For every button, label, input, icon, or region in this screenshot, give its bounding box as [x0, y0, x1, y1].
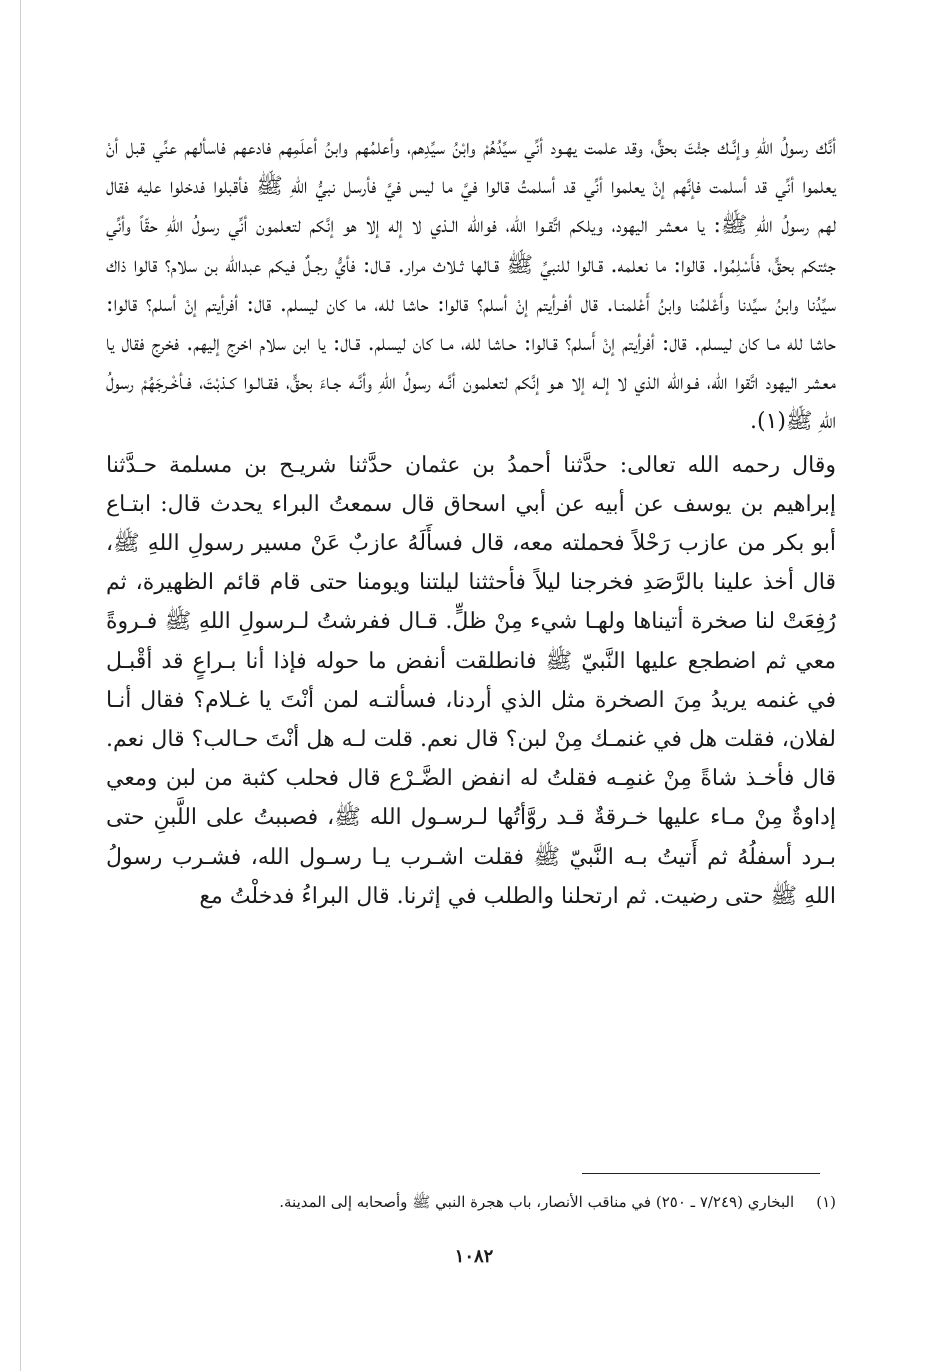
page-number: ١٠٨٢	[454, 1246, 494, 1267]
footnote-number: (١)	[816, 1193, 836, 1211]
footnote-divider	[582, 1173, 820, 1174]
footnote-text: البخاري (٧/٢٤٩ ـ ٢٥٠) في مناقب الأنصار، باب هجرة النبي ﷺ وأصحابه إلى المدينة.	[279, 1193, 795, 1211]
footnote	[106, 1190, 836, 1214]
paragraph-hadith-ibn-salam: أنَّك رسولُ اللهِ وإنَّـك جئْتَ بحقٍّ، وقد علمت يهـود أنِّي سيِّدُهُمْ وابْنُ سيِّدِهم، وأعلمُهم وابنُ أعلَمِهم فادعهم فاسألهم عنِّي قبل أنْ يعلموا أنِّي قد أسلمت فإنَّهم إنْ يعلموا أنِّي قد أسلمتُ قالوا فيَّ ما ليس فيَّ فأرسل نبيُّ اللهِ ﷺ فأقبلوا فدخلوا عليه فقال لهم رسولُ اللهِ ﷺ: يا معشر اليهود، ويلكم اتَّقـوا الله، فوالله الـذي لا إله إلا هو إنَّكم لتعلمون أنِّي رسولُ اللهِ حقّاً وأنِّي جئتكم بحقٍّ، فأَسْلِمُوا. قالوا: ما نعلمه. قـالوا للنبيِّ ﷺ قـالها ثـلاث مرار. قـال: فأيُّ رجـلٌ فيكم عبدالله بن سلام؟ قالوا ذاك سيِّدُنا وابنُ سيِّدنا وأَعْلمُنا وابنُ أَعْلمنـا. قال أفـرأيتم إنْ أسلم؟ قالوا: حاشا لله، ما كان ليسلم. قال: أفرأيتم إنْ أسلم؟ قالوا: حاشا لله مـا كان ليسلم. قال: أفرأيتم إنْ أَسلم؟ قـالوا: حـاشا لله، مـا كان ليسلم. قـال: يا ابن سلام اخرج إليهم. فخرج فقال يا معشر اليهود اتَّقوا الله، فـوالله الذي لا إلـه إلا هـو إنَّكم لتعلمون أنَّـه رسولُ اللهِ وأنَّـه جـاءَ بحقٍّ، فقـالـوا كـذبْتَ، فـأخْـرجَهُمْ رسولُ اللهِ ﷺ(١).	[106, 135, 836, 435]
main-text	[106, 128, 836, 916]
paragraph-hijrah-narration: وقال رحمه الله تعالى: حدَّثنا أحمدُ بن عثمان حدَّثنا شريـح بن مسلمة حـدَّثنا إبراهيم بن يوسف عن أبيه عن أبي اسحاق قال سمعتُ البراء يحدث قال: ابتـاع أبو بكر من عازب رَحْلاً فحملته معه، قال فسأَلَهُ عازبٌ عَنْ مسير رسولِ اللهِ ﷺ، قال أخذ علينا بالرَّصَدِ فخرجنا ليلاً فأحثثنا ليلتنا ويومنا حتى قام قائم الظهيرة، ثم رُفِعَتْ لنا صخرة أتيناها ولهـا شيء مِنْ ظلٍّ. قـال ففرشتُ لـرسولِ اللهِ ﷺ فـروةً معي ثم اضطجع عليها النَّبيّ ﷺ فانطلقت أنفض ما حوله فإذا أنا بـراعٍ قد أقْبـل في غنمه يريدُ مِنَ الصخرة مثل الذي أردنا، فسألتـه لمن أنْتَ يا غـلام؟ فقال أنـا لفلان، فقلت هل في غنمـك مِنْ لبن؟ قال نعم. قلت لـه هل أنْتَ حـالب؟ قال نعم. قال فأخـذ شاةً مِنْ غنمِـه فقلتُ له انفض الضَّـرْع قال فحلب كثبة من لبن ومعي إداوةٌ مِنْ مـاء عليها خـرقةٌ قـد روَّأتُها لـرسـول الله ﷺ، فصببتُ على اللَّبنِ حتى بـرد أسفلُهُ ثم أَتيتُ بـه النَّبيّ ﷺ فقلت اشـرب يـا رسـول الله، فشـرب رسولُ اللهِ ﷺ حتى رضيت. ثم ارتحلنا والطلب في إثرنا. قال البراءُ فدخلْتُ مع	[106, 452, 837, 909]
